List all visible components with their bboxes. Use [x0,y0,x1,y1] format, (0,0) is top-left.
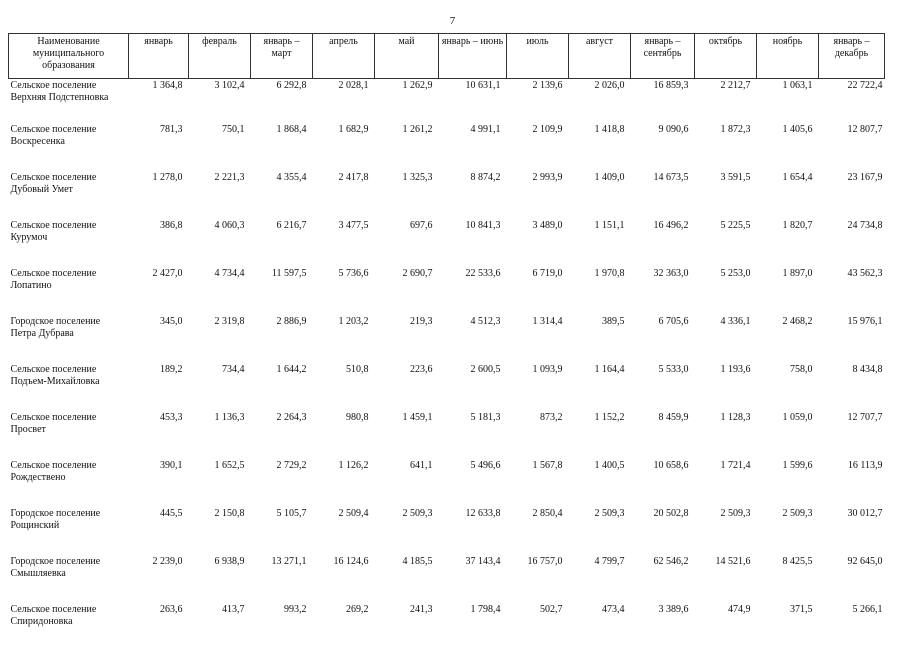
table-cell-value: 15 976,1 [819,312,885,360]
table-cell-value: 5 496,6 [439,456,507,504]
municipality-name-line: Дубовый Умет [11,184,125,196]
table-cell-value: 1 409,0 [569,168,631,216]
table-cell-value: 2 509,3 [695,504,757,552]
table-cell-value: 2 026,0 [569,79,631,121]
table-cell-value: 5 533,0 [631,360,695,408]
table-cell-value: 6 938,9 [189,552,251,600]
table-cell-value: 758,0 [757,360,819,408]
table-cell-value: 389,5 [569,312,631,360]
table-cell-value: 445,5 [129,504,189,552]
table-cell-value: 1 203,2 [313,312,375,360]
table-cell-value: 2 109,9 [507,120,569,168]
table-cell-value: 1 654,4 [757,168,819,216]
municipality-name-line: Сельское поселение [11,220,125,232]
table-cell-value: 2 319,8 [189,312,251,360]
table-cell-value: 4 185,5 [375,552,439,600]
municipality-name-line: Сельское поселение [11,124,125,136]
table-cell-value: 13 271,1 [251,552,313,600]
table-cell-value: 6 292,8 [251,79,313,121]
table-cell-value: 473,4 [569,600,631,648]
table-row [9,360,885,408]
table-row [9,120,885,168]
municipality-name-line: Курумоч [11,232,125,244]
table-cell-value: 413,7 [189,600,251,648]
table-cell-value: 11 597,5 [251,264,313,312]
municipality-name-line: Воскресенка [11,136,125,148]
table-cell-value: 16 859,3 [631,79,695,121]
table-cell-value: 62 546,2 [631,552,695,600]
table-cell-value: 5 253,0 [695,264,757,312]
table-cell-value: 6 216,7 [251,216,313,264]
table-row [9,312,885,360]
table-cell-value: 2 239,0 [129,552,189,600]
table-row [9,456,885,504]
table-cell-value: 5 225,5 [695,216,757,264]
table-cell-value: 2 468,2 [757,312,819,360]
table-cell-value: 1 970,8 [569,264,631,312]
column-header-municipality: Наименование муниципального образования [9,34,129,79]
table-cell-value: 390,1 [129,456,189,504]
table-cell-value: 1 325,3 [375,168,439,216]
table-cell-value: 269,2 [313,600,375,648]
table-cell-value: 2 028,1 [313,79,375,121]
table-cell-value: 263,6 [129,600,189,648]
table-cell-value: 980,8 [313,408,375,456]
table-cell-value: 16 113,9 [819,456,885,504]
table-cell-value: 12 807,7 [819,120,885,168]
monthly-data-table [8,33,885,648]
column-header-2: февраль [189,34,251,79]
table-cell-value: 1 093,9 [507,360,569,408]
table-cell-value: 10 658,6 [631,456,695,504]
table-cell-value: 474,9 [695,600,757,648]
table-cell-value: 1 405,6 [757,120,819,168]
table-cell-value: 1 400,5 [569,456,631,504]
municipality-name-line: Рождествено [11,472,125,484]
table-header-row [9,34,885,79]
table-cell-value: 2 509,3 [757,504,819,552]
municipality-name-line: Сельское поселение [11,460,125,472]
table-cell-value: 14 521,6 [695,552,757,600]
table-cell-value: 3 477,5 [313,216,375,264]
municipality-name-line: Сельское поселение [11,268,125,280]
municipality-name-line: Подъем-Михайловка [11,376,125,388]
column-header-12: январь – декабрь [819,34,885,79]
municipality-name [9,216,129,264]
table-cell-value: 641,1 [375,456,439,504]
table-cell-value: 3 489,0 [507,216,569,264]
municipality-name-line: Рощинский [11,520,125,532]
municipality-name-line: Лопатино [11,280,125,292]
table-cell-value: 873,2 [507,408,569,456]
municipality-name [9,120,129,168]
municipality-name-line: Городское поселение [11,556,125,568]
table-cell-value: 386,8 [129,216,189,264]
table-cell-value: 453,3 [129,408,189,456]
table-cell-value: 1 682,9 [313,120,375,168]
table-cell-value: 1 126,2 [313,456,375,504]
table-cell-value: 22 533,6 [439,264,507,312]
table-cell-value: 1 868,4 [251,120,313,168]
table-cell-value: 2 212,7 [695,79,757,121]
table-cell-value: 14 673,5 [631,168,695,216]
municipality-name [9,504,129,552]
table-cell-value: 2 509,3 [569,504,631,552]
table-cell-value: 8 459,9 [631,408,695,456]
column-header-4: апрель [313,34,375,79]
table-cell-value: 1 136,3 [189,408,251,456]
table-cell-value: 1 599,6 [757,456,819,504]
column-header-11: ноябрь [757,34,819,79]
municipality-name [9,312,129,360]
table-cell-value: 2 850,4 [507,504,569,552]
table-cell-value: 750,1 [189,120,251,168]
table-cell-value: 1 798,4 [439,600,507,648]
municipality-name-line: Спиридоновка [11,616,125,628]
column-header-1: январь [129,34,189,79]
table-cell-value: 1 459,1 [375,408,439,456]
municipality-name [9,264,129,312]
table-cell-value: 12 633,8 [439,504,507,552]
column-header-9: январь – сентябрь [631,34,695,79]
table-row [9,79,885,121]
table-cell-value: 4 355,4 [251,168,313,216]
table-cell-value: 219,3 [375,312,439,360]
table-cell-value: 2 690,7 [375,264,439,312]
table-cell-value: 4 060,3 [189,216,251,264]
table-cell-value: 5 736,6 [313,264,375,312]
municipality-name-line: Петра Дубрава [11,328,125,340]
municipality-name [9,168,129,216]
table-cell-value: 2 886,9 [251,312,313,360]
table-cell-value: 4 336,1 [695,312,757,360]
table-cell-value: 1 152,2 [569,408,631,456]
table-cell-value: 1 364,8 [129,79,189,121]
table-cell-value: 1 262,9 [375,79,439,121]
table-cell-value: 22 722,4 [819,79,885,121]
table-cell-value: 20 502,8 [631,504,695,552]
municipality-name-line: Верхняя Подстепновка [11,92,125,104]
table-cell-value: 781,3 [129,120,189,168]
municipality-name [9,552,129,600]
municipality-name-line: Сельское поселение [11,412,125,424]
table-cell-value: 8 874,2 [439,168,507,216]
table-cell-value: 16 124,6 [313,552,375,600]
municipality-name-line: Городское поселение [11,316,125,328]
table-cell-value: 2 509,3 [375,504,439,552]
table-cell-value: 223,6 [375,360,439,408]
table-cell-value: 5 266,1 [819,600,885,648]
table-cell-value: 2 729,2 [251,456,313,504]
municipality-name [9,79,129,121]
municipality-name-line: Сельское поселение [11,172,125,184]
table-cell-value: 1 314,4 [507,312,569,360]
table-cell-value: 1 418,8 [569,120,631,168]
table-cell-value: 697,6 [375,216,439,264]
table-cell-value: 1 652,5 [189,456,251,504]
table-cell-value: 993,2 [251,600,313,648]
table-cell-value: 2 600,5 [439,360,507,408]
table-cell-value: 241,3 [375,600,439,648]
table-cell-value: 3 389,6 [631,600,695,648]
page-number: 7 [0,15,905,27]
table-row [9,504,885,552]
table-cell-value: 2 150,8 [189,504,251,552]
table-row [9,168,885,216]
column-header-5: май [375,34,439,79]
table-cell-value: 510,8 [313,360,375,408]
table-cell-value: 1 872,3 [695,120,757,168]
table-row [9,600,885,648]
table-cell-value: 1 820,7 [757,216,819,264]
municipality-name-line: Сельское поселение [11,80,125,92]
table-cell-value: 1 261,2 [375,120,439,168]
table-cell-value: 2 264,3 [251,408,313,456]
municipality-name-line: Городское поселение [11,508,125,520]
table-cell-value: 2 417,8 [313,168,375,216]
municipality-name [9,360,129,408]
table-cell-value: 6 719,0 [507,264,569,312]
municipality-name-line: Смышляевка [11,568,125,580]
table-cell-value: 1 644,2 [251,360,313,408]
column-header-8: август [569,34,631,79]
table-row [9,216,885,264]
municipality-name-line: Просвет [11,424,125,436]
table-cell-value: 2 993,9 [507,168,569,216]
table-cell-value: 6 705,6 [631,312,695,360]
table-cell-value: 1 151,1 [569,216,631,264]
table-body [9,79,885,648]
table-cell-value: 32 363,0 [631,264,695,312]
table-cell-value: 9 090,6 [631,120,695,168]
table-cell-value: 1 193,6 [695,360,757,408]
table-cell-value: 1 567,8 [507,456,569,504]
table-cell-value: 189,2 [129,360,189,408]
column-header-10: октябрь [695,34,757,79]
table-cell-value: 1 278,0 [129,168,189,216]
municipality-name [9,600,129,648]
table-cell-value: 2 139,6 [507,79,569,121]
table-cell-value: 16 496,2 [631,216,695,264]
municipality-name [9,456,129,504]
table-cell-value: 502,7 [507,600,569,648]
table-cell-value: 1 897,0 [757,264,819,312]
table-cell-value: 43 562,3 [819,264,885,312]
table-cell-value: 4 991,1 [439,120,507,168]
table-cell-value: 2 509,4 [313,504,375,552]
table-cell-value: 1 059,0 [757,408,819,456]
table-cell-value: 371,5 [757,600,819,648]
table-cell-value: 4 512,3 [439,312,507,360]
table-cell-value: 30 012,7 [819,504,885,552]
table-cell-value: 12 707,7 [819,408,885,456]
table-cell-value: 23 167,9 [819,168,885,216]
table-cell-value: 16 757,0 [507,552,569,600]
table-cell-value: 1 063,1 [757,79,819,121]
table-cell-value: 734,4 [189,360,251,408]
table-row [9,408,885,456]
table-row [9,264,885,312]
table-cell-value: 3 102,4 [189,79,251,121]
table-cell-value: 3 591,5 [695,168,757,216]
municipality-name [9,408,129,456]
table-cell-value: 37 143,4 [439,552,507,600]
table-cell-value: 4 734,4 [189,264,251,312]
table-cell-value: 2 221,3 [189,168,251,216]
table-cell-value: 5 105,7 [251,504,313,552]
table-cell-value: 1 721,4 [695,456,757,504]
table-cell-value: 8 425,5 [757,552,819,600]
municipality-name-line: Сельское поселение [11,364,125,376]
table-row [9,552,885,600]
table-cell-value: 345,0 [129,312,189,360]
table-cell-value: 2 427,0 [129,264,189,312]
table-cell-value: 10 631,1 [439,79,507,121]
table-cell-value: 1 128,3 [695,408,757,456]
table-cell-value: 10 841,3 [439,216,507,264]
column-header-3: январь – март [251,34,313,79]
table-cell-value: 5 181,3 [439,408,507,456]
table-cell-value: 92 645,0 [819,552,885,600]
municipality-name-line: Сельское поселение [11,604,125,616]
column-header-6: январь – июнь [439,34,507,79]
table-cell-value: 4 799,7 [569,552,631,600]
column-header-7: июль [507,34,569,79]
table-cell-value: 24 734,8 [819,216,885,264]
table-cell-value: 1 164,4 [569,360,631,408]
table-cell-value: 8 434,8 [819,360,885,408]
